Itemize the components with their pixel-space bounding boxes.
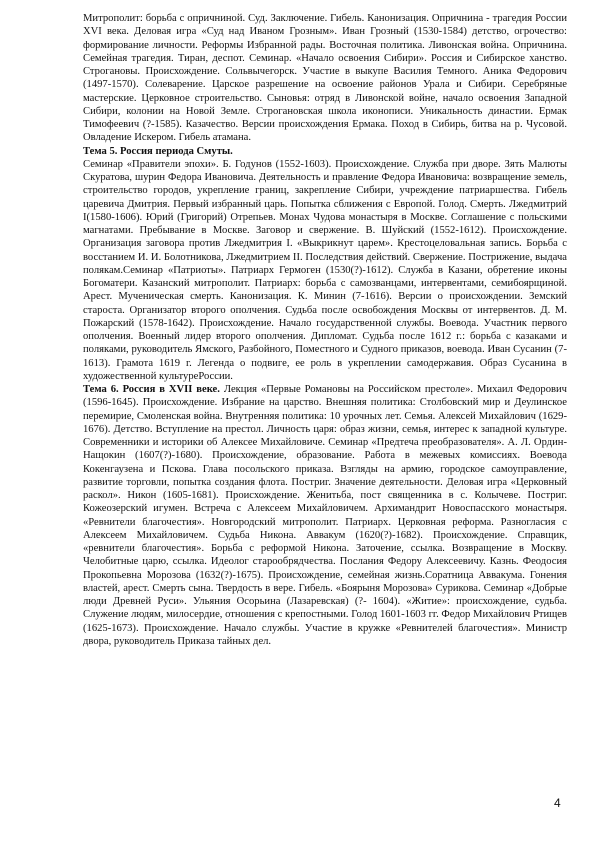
theme6-text: Лекция «Первые Романовы на Российском престоле». Михаил Федорович (1596-1645). Происхождение. Избрание на царство. Внешняя политика: Столбовский мир и Деулинское перемирие, Смоленская война. Внутренняя политика: 10 урочных лет. Семья. Алексей Михайлович (1629-1676). Детство. Вступление на престол. Личность царя: образ жизни, семья, интерес к западной культуре. Современники и историки об Алексее Михайловиче. Семинар «Предтеча преобразователя». А. Л. Ордин-Нащокин (1607(?)-1680). Происхождение, образование. Работа в межевых комиссиях. Воевода Кокенгаузена и Пскова. Глава посольского приказа. Взгляды на армию, городское самоуправление, развитие торговли, попытка создания флота. Постриг. Значение деятельности. Деловая игра «Церковный раскол». Никон (1605-1681). Происхождение. Женитьба, пост священника в с. Колычеве. Постриг. Кожеозерский игумен. Встреча с Алексеем Михайловичем. Архимандрит Новоспасского монастыря. «Ревнители благочестия». Новгородский митрополит. Патриарх. Церковная реформа. Разногласия с Алексеем Михайловичем. Судьба Никона. Аввакум (1620(?)-1682). Происхождение. Справщик, «ревнители благочестия». Борьба с реформой Никона. Заточение, ссылка. Возвращение в Москву. Челобитные царю, ссылка. Идеолог старообрядчества. Послания Федору Алексеевичу. Казнь. Феодосия Прокопьевна Морозова (1632(?)-1675). Происхождение, семейная жизнь.Соратница Аввакума. Гонения властей, арест. Смерть сына. Твердость в вере. Гибель. «Боярыня Морозова» Сурикова. Семинар «Добрые люди Древней Руси». Ульяния Осорьина (Лазаревская) (?- 1604). «Житие»: происхождение, судьба. Служение людям, милосердие, отношения с крепостными. Голод 1601-1603 гг. Федор Михайлович Ртищев (1625-1673). Происхождение. Начало службы. Участие в кружке «Ревнителей благочестия». Министр двора, руководитель Приказа тайных дел. [83,384,568,647]
paragraph-theme4-continued: Митрополит: борьба с опричниной. Суд. Заключение. Гибель. Канонизация. Опричнина - трагедия России XVI века. Деловая игра «Суд над Иваном Грозным». Иван Грозный (1530-1584) детство, огрочество: формирование личности. Реформы Избранной рады. Восточная политика. Ливонская война. Опричнина. Семейная трагедия. Тиран, деспот. Семинар. «Начало освоения Сибири». Россия и Сибирское ханство. Строгановы. Происхождение. Сольвычегорск. Участие в выкупе Василия Темного. Аника Федорович (1497-1570). Солеварение. Царское разрешение на освоение районов Урала и Сибири. Серебряные мастерские. Церковное строительство. Сыновья: отряд в Ливонской войне, начало освоения Западной Сибири, колонии на Новой Земле. Строгановская школа иконописи. Уникальность династии. Ермак Тимофеевич (?-1585). Казачество. Версии происхождения Ермака. Поход в Сибирь, битва на р. Чусовой. Овладение Искером. Гибель атамана. [83,13,567,144]
page-number: 4 [554,796,561,810]
paragraph-theme5: Семинар «Правители эпохи». Б. Годунов (1552-1603). Происхождение. Служба при дворе. Зять Малюты Скуратова, шурин Федора Ивановича. Деятельность и правление Федора Ивановича: возвращение земель, строительство городов, укрепление границ, закрепление Сибири, учреждение патриаршества. Гибель царевича Дмитрия. Первый избранный царь. Попытка сближения с Европой. Голод. Смерть. Лжедмитрий I(1580-1606). Юрий (Григорий) Отрепьев. Монах Чудова монастыря в Москве. Соглашение с польскими магнатами. Пребывание в Москве. Заговор и свержение. В. Шуйский (1552-1612). Происхождение. Организация заговора против Лжедмитрия I. «Выкрикнут царем». Крестоцеловальная запись. Борьба с восстанием И. И. Болотникова, Лжедмитрием II. Последствия действий. Свержение. Пострижение, выдача полякам.Семинар «Патриоты». Патриарх Гермоген (1530(?)-1612). Служба в Казани, обретение иконы Богоматери. Казанский митрополит. Патриарх: борьба с самозванцами, интервентами, семибоярщиной. Арест. Мученическая смерть. Канонизация. К. Минин (7-1616). Версии о происхождении. Земский староста. Организатор второго ополчения. Судьба после освобождения Москвы от интервентов. Д. М. Пожарский (1578-1642). Происхождение. Начало государственной службы. Воевода. Участник первого ополчения. Военный лидер второго ополчения. Дипломат. Судьба после 1612 г.: борьба с казаками и поляками, руководитель Ямского, Разбойного, Поместного и Судного приказов, воевода. Иван Сусанин (7-1613). Грамота 1619 г. Легенда о подвиге, ее роль в укреплении самодержавия. Образ Сусанина в художественной культуреРоссии. [83,158,567,382]
heading-theme5: Тема 5. Россия периода Смуты. [83,145,233,157]
document-page [83,12,567,824]
paragraph-theme6 [83,383,567,648]
heading-theme6: Тема 6. Россия в XVII веке. [83,384,220,395]
